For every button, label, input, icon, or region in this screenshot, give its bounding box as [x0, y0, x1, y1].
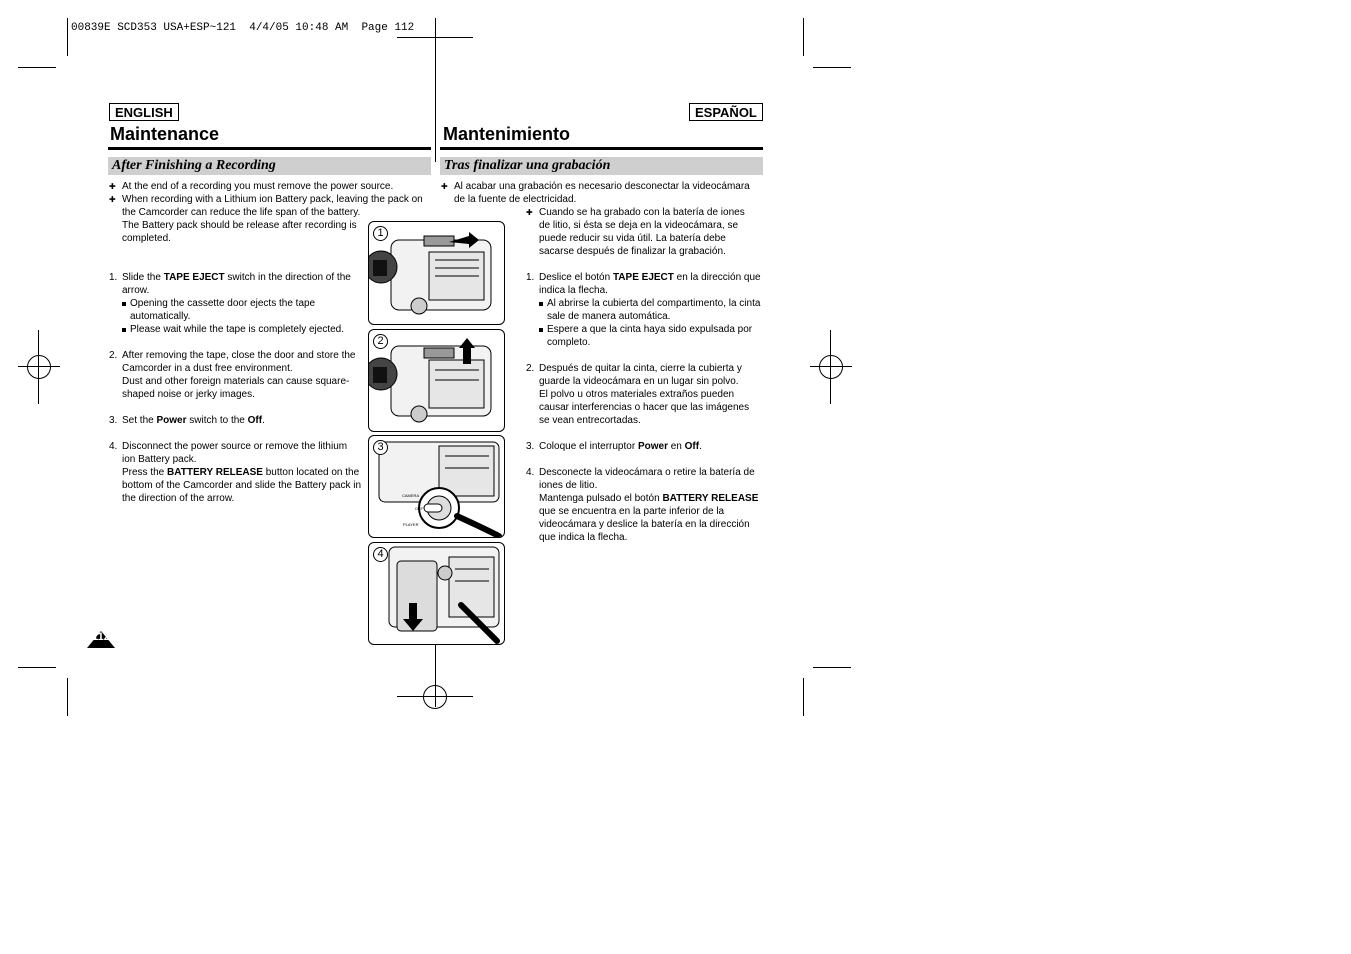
step-number: 3.	[109, 415, 118, 426]
crop-mark	[803, 678, 804, 716]
page-title-spanish: Mantenimiento	[443, 124, 571, 144]
fold-line	[435, 18, 436, 162]
step-number: 4.	[526, 467, 535, 478]
step-4: 4. Disconnect the power source or remove the lithium ion Battery pack.	[109, 441, 348, 465]
bullet-note: The Battery pack should be release after recording is completed.	[122, 220, 357, 244]
bullet-item: ✚ Cuando se ha grabado con la batería de iones de litio, si ésta se deja en la videocámara, se puede reducir su vida útil. La batería debe sacarse después de finalizar la grabación.	[526, 206, 758, 258]
section-header-english: After Finishing a Recording	[108, 157, 431, 175]
page-number	[85, 629, 117, 649]
step-1-sub	[526, 323, 762, 349]
step-4-note: Mantenga pulsado el botón BATTERY RELEASE que se encuentra en la parte inferior de la videocámara y deslice la batería en la dirección que indica la flecha.	[539, 493, 759, 543]
section-header-spanish: Tras finalizar una grabación	[440, 157, 763, 175]
page-title-english: Maintenance	[110, 124, 220, 144]
crop-mark	[67, 678, 68, 716]
page-number-text: 112	[92, 631, 110, 643]
language-label-spanish: ESPAÑOL	[689, 103, 763, 121]
crop-mark	[18, 67, 56, 68]
bullet-item: ✚ At the end of a recording you must remove the power source.	[109, 180, 432, 193]
crop-mark	[803, 18, 804, 56]
sub-bullet: Al abrirse la cubierta del compartimento, la cinta sale de manera automática.	[539, 297, 762, 323]
spanish-intro	[441, 180, 761, 206]
title-rule	[440, 147, 763, 150]
bullet-item: ✚ When recording with a Lithium ion Battery pack, leaving the pack on the Camcorder can reduce the life span of the battery.	[109, 193, 432, 219]
step-2: 2. After removing the tape, close the door and store the Camcorder in a dust free environment.	[109, 350, 356, 374]
registration-target-icon	[27, 355, 51, 379]
step-number: 2.	[526, 363, 535, 374]
english-intro	[109, 180, 432, 219]
dial-label-off: OFF	[415, 506, 423, 511]
step-2-note: El polvo u otros materiales extraños pueden causar interferencias o hacer que las imágenes se vean entrecortadas.	[539, 389, 750, 426]
step-1: 1. Slide the TAPE EJECT switch in the direction of the arrow.	[109, 272, 351, 296]
sub-bullet: Please wait while the tape is completely ejected.	[122, 323, 363, 336]
figure-label: 2	[373, 334, 388, 349]
english-steps	[109, 271, 363, 505]
step-1: 1. Deslice el botón TAPE EJECT en la dirección que indica la flecha.	[526, 272, 761, 296]
step-3: 3. Coloque el interruptor Power en Off.	[526, 441, 702, 452]
registration-cross	[830, 330, 831, 404]
figure-label: 3	[373, 440, 388, 455]
spanish-intro-2	[526, 206, 758, 258]
figure-1	[368, 221, 505, 325]
step-number: 4.	[109, 441, 118, 452]
step-number: 2.	[109, 350, 118, 361]
battery-release-illustration	[369, 543, 504, 644]
figure-label: 1	[373, 226, 388, 241]
step-4: 4. Desconecte la videocámara o retire la batería de iones de litio.	[526, 467, 755, 491]
dial-label-camera: CAMERA	[402, 493, 420, 498]
registration-cross	[18, 366, 60, 367]
figure-label: 4	[373, 547, 388, 562]
power-switch-illustration	[369, 436, 504, 537]
step-1-sub	[526, 297, 762, 323]
camcorder-door-illustration	[369, 330, 504, 431]
crop-mark	[813, 667, 851, 668]
step-2-note: Dust and other foreign materials can cause square-shaped noise or jerky images.	[122, 376, 350, 400]
registration-target-icon	[423, 685, 447, 709]
sub-bullet: Opening the cassette door ejects the tape automatically.	[122, 297, 363, 323]
crop-mark	[18, 667, 56, 668]
crop-mark	[813, 67, 851, 68]
step-1-sub	[109, 297, 363, 323]
bullet-item: ✚ Al acabar una grabación es necesario desconectar la videocámara de la fuente de electricidad.	[441, 180, 761, 206]
step-number: 3.	[526, 441, 535, 452]
step-2: 2. Después de quitar la cinta, cierre la cubierta y guarde la videocámara en un lugar sin polvo.	[526, 363, 742, 387]
registration-cross	[397, 696, 473, 697]
print-slug: 00839E SCD353 USA+ESP~121 4/4/05 10:48 AM Page 112	[71, 22, 415, 34]
registration-cross	[810, 366, 852, 367]
language-label-english: ENGLISH	[109, 103, 179, 121]
camcorder-eject-illustration	[369, 222, 504, 324]
title-rule	[108, 147, 431, 150]
step-number: 1.	[109, 272, 118, 283]
step-number: 1.	[526, 272, 535, 283]
step-4-note: Press the BATTERY RELEASE button located on the bottom of the Camcorder and slide the Battery pack in the direction of the arrow.	[122, 467, 362, 504]
registration-cross	[38, 330, 39, 404]
figure-3	[368, 435, 505, 538]
figure-2	[368, 329, 505, 432]
dial-label-player: PLAYER	[403, 522, 419, 527]
spanish-steps	[526, 271, 762, 544]
registration-cross	[397, 37, 473, 38]
step-1-sub	[109, 323, 363, 336]
crop-mark	[67, 18, 68, 56]
step-3: 3. Set the Power switch to the Off.	[109, 415, 265, 426]
sub-bullet: Espere a que la cinta haya sido expulsada por completo.	[539, 323, 762, 349]
registration-target-icon	[819, 355, 843, 379]
figure-4	[368, 542, 505, 645]
